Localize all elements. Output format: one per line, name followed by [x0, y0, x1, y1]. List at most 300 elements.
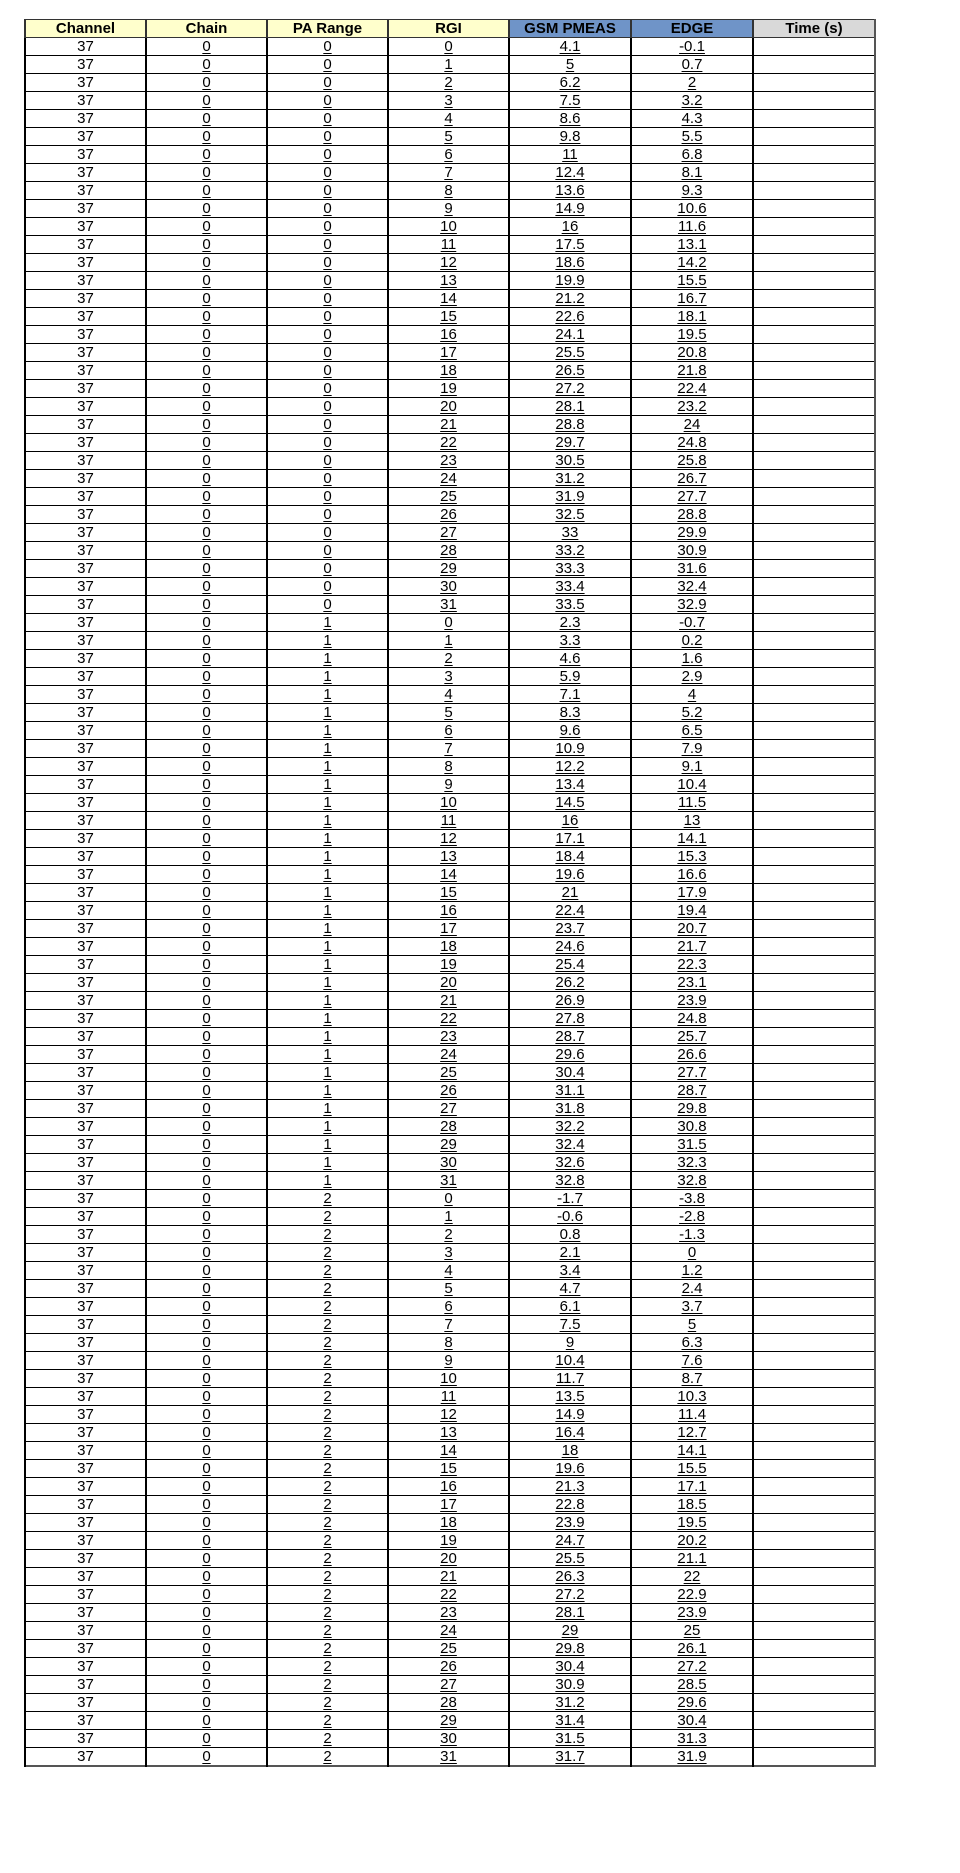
- cell-channel[interactable]: 37: [25, 1622, 146, 1640]
- cell-gsm-pmeas[interactable]: 24.7: [509, 1532, 631, 1550]
- cell-time[interactable]: [753, 74, 875, 92]
- cell-channel[interactable]: 37: [25, 74, 146, 92]
- cell-channel[interactable]: 37: [25, 884, 146, 902]
- cell-time[interactable]: [753, 452, 875, 470]
- cell-channel[interactable]: 37: [25, 362, 146, 380]
- cell-gsm-pmeas[interactable]: 26.9: [509, 992, 631, 1010]
- cell-rgi[interactable]: 31: [388, 596, 509, 614]
- cell-rgi[interactable]: 3: [388, 668, 509, 686]
- cell-pa-range[interactable]: 0: [267, 470, 388, 488]
- cell-chain[interactable]: 0: [146, 1622, 267, 1640]
- cell-edge[interactable]: 24.8: [631, 1010, 753, 1028]
- cell-rgi[interactable]: 28: [388, 542, 509, 560]
- cell-pa-range[interactable]: 0: [267, 524, 388, 542]
- cell-channel[interactable]: 37: [25, 560, 146, 578]
- cell-gsm-pmeas[interactable]: 31.5: [509, 1730, 631, 1748]
- cell-edge[interactable]: 13: [631, 812, 753, 830]
- cell-channel[interactable]: 37: [25, 1316, 146, 1334]
- cell-rgi[interactable]: 27: [388, 1676, 509, 1694]
- cell-channel[interactable]: 37: [25, 1208, 146, 1226]
- cell-gsm-pmeas[interactable]: 25.5: [509, 344, 631, 362]
- cell-gsm-pmeas[interactable]: 7.5: [509, 92, 631, 110]
- cell-pa-range[interactable]: 1: [267, 740, 388, 758]
- cell-chain[interactable]: 0: [146, 1190, 267, 1208]
- cell-edge[interactable]: 27.7: [631, 1064, 753, 1082]
- cell-time[interactable]: [753, 506, 875, 524]
- cell-gsm-pmeas[interactable]: 31.4: [509, 1712, 631, 1730]
- cell-time[interactable]: [753, 434, 875, 452]
- cell-pa-range[interactable]: 0: [267, 272, 388, 290]
- cell-gsm-pmeas[interactable]: 7.5: [509, 1316, 631, 1334]
- cell-pa-range[interactable]: 0: [267, 218, 388, 236]
- cell-chain[interactable]: 0: [146, 308, 267, 326]
- cell-channel[interactable]: 37: [25, 758, 146, 776]
- cell-gsm-pmeas[interactable]: 14.5: [509, 794, 631, 812]
- cell-edge[interactable]: 6.5: [631, 722, 753, 740]
- cell-channel[interactable]: 37: [25, 398, 146, 416]
- cell-time[interactable]: [753, 632, 875, 650]
- cell-gsm-pmeas[interactable]: 14.9: [509, 1406, 631, 1424]
- cell-chain[interactable]: 0: [146, 1460, 267, 1478]
- cell-chain[interactable]: 0: [146, 1676, 267, 1694]
- cell-chain[interactable]: 0: [146, 1082, 267, 1100]
- cell-rgi[interactable]: 31: [388, 1748, 509, 1767]
- cell-rgi[interactable]: 25: [388, 1640, 509, 1658]
- cell-chain[interactable]: 0: [146, 1748, 267, 1767]
- cell-pa-range[interactable]: 1: [267, 1010, 388, 1028]
- cell-rgi[interactable]: 20: [388, 1550, 509, 1568]
- cell-rgi[interactable]: 18: [388, 1514, 509, 1532]
- cell-edge[interactable]: 12.7: [631, 1424, 753, 1442]
- cell-chain[interactable]: 0: [146, 704, 267, 722]
- cell-channel[interactable]: 37: [25, 92, 146, 110]
- cell-chain[interactable]: 0: [146, 1388, 267, 1406]
- cell-chain[interactable]: 0: [146, 1730, 267, 1748]
- cell-gsm-pmeas[interactable]: 19.9: [509, 272, 631, 290]
- cell-gsm-pmeas[interactable]: 11.7: [509, 1370, 631, 1388]
- cell-channel[interactable]: 37: [25, 1082, 146, 1100]
- cell-rgi[interactable]: 22: [388, 1586, 509, 1604]
- cell-chain[interactable]: 0: [146, 1136, 267, 1154]
- cell-gsm-pmeas[interactable]: 32.5: [509, 506, 631, 524]
- cell-edge[interactable]: 26.1: [631, 1640, 753, 1658]
- cell-edge[interactable]: 15.5: [631, 1460, 753, 1478]
- cell-time[interactable]: [753, 398, 875, 416]
- cell-edge[interactable]: 27.7: [631, 488, 753, 506]
- cell-edge[interactable]: 23.9: [631, 1604, 753, 1622]
- cell-rgi[interactable]: 30: [388, 578, 509, 596]
- cell-rgi[interactable]: 30: [388, 1730, 509, 1748]
- cell-channel[interactable]: 37: [25, 1154, 146, 1172]
- cell-edge[interactable]: 10.3: [631, 1388, 753, 1406]
- cell-rgi[interactable]: 29: [388, 560, 509, 578]
- cell-pa-range[interactable]: 2: [267, 1460, 388, 1478]
- cell-chain[interactable]: 0: [146, 1010, 267, 1028]
- cell-pa-range[interactable]: 0: [267, 236, 388, 254]
- cell-gsm-pmeas[interactable]: 8.3: [509, 704, 631, 722]
- header-channel[interactable]: Channel: [25, 20, 146, 38]
- cell-edge[interactable]: 0.7: [631, 56, 753, 74]
- cell-rgi[interactable]: 17: [388, 920, 509, 938]
- cell-gsm-pmeas[interactable]: 32.4: [509, 1136, 631, 1154]
- cell-gsm-pmeas[interactable]: 10.4: [509, 1352, 631, 1370]
- cell-time[interactable]: [753, 146, 875, 164]
- cell-edge[interactable]: 25.8: [631, 452, 753, 470]
- cell-rgi[interactable]: 1: [388, 632, 509, 650]
- cell-gsm-pmeas[interactable]: 24.6: [509, 938, 631, 956]
- cell-gsm-pmeas[interactable]: 3.4: [509, 1262, 631, 1280]
- cell-pa-range[interactable]: 2: [267, 1370, 388, 1388]
- cell-channel[interactable]: 37: [25, 1334, 146, 1352]
- cell-edge[interactable]: 24.8: [631, 434, 753, 452]
- cell-rgi[interactable]: 2: [388, 1226, 509, 1244]
- cell-pa-range[interactable]: 2: [267, 1658, 388, 1676]
- cell-edge[interactable]: 10.6: [631, 200, 753, 218]
- cell-channel[interactable]: 37: [25, 1262, 146, 1280]
- cell-gsm-pmeas[interactable]: 2.3: [509, 614, 631, 632]
- cell-rgi[interactable]: 27: [388, 1100, 509, 1118]
- cell-pa-range[interactable]: 2: [267, 1334, 388, 1352]
- cell-time[interactable]: [753, 1352, 875, 1370]
- cell-edge[interactable]: 4.3: [631, 110, 753, 128]
- cell-gsm-pmeas[interactable]: 32.2: [509, 1118, 631, 1136]
- cell-edge[interactable]: 26.6: [631, 1046, 753, 1064]
- cell-channel[interactable]: 37: [25, 830, 146, 848]
- cell-edge[interactable]: 21.1: [631, 1550, 753, 1568]
- cell-time[interactable]: [753, 740, 875, 758]
- cell-edge[interactable]: 6.8: [631, 146, 753, 164]
- cell-pa-range[interactable]: 0: [267, 146, 388, 164]
- cell-rgi[interactable]: 8: [388, 1334, 509, 1352]
- cell-rgi[interactable]: 8: [388, 758, 509, 776]
- cell-chain[interactable]: 0: [146, 632, 267, 650]
- cell-pa-range[interactable]: 0: [267, 326, 388, 344]
- cell-rgi[interactable]: 7: [388, 1316, 509, 1334]
- cell-gsm-pmeas[interactable]: 16: [509, 812, 631, 830]
- cell-edge[interactable]: -2.8: [631, 1208, 753, 1226]
- cell-gsm-pmeas[interactable]: 26.2: [509, 974, 631, 992]
- cell-pa-range[interactable]: 2: [267, 1280, 388, 1298]
- cell-chain[interactable]: 0: [146, 1514, 267, 1532]
- cell-channel[interactable]: 37: [25, 1532, 146, 1550]
- cell-edge[interactable]: 18.1: [631, 308, 753, 326]
- cell-channel[interactable]: 37: [25, 1064, 146, 1082]
- cell-channel[interactable]: 37: [25, 1496, 146, 1514]
- cell-channel[interactable]: 37: [25, 1244, 146, 1262]
- cell-gsm-pmeas[interactable]: 29: [509, 1622, 631, 1640]
- cell-pa-range[interactable]: 2: [267, 1640, 388, 1658]
- cell-time[interactable]: [753, 1028, 875, 1046]
- cell-channel[interactable]: 37: [25, 1352, 146, 1370]
- cell-pa-range[interactable]: 1: [267, 650, 388, 668]
- cell-pa-range[interactable]: 2: [267, 1424, 388, 1442]
- cell-rgi[interactable]: 22: [388, 1010, 509, 1028]
- cell-channel[interactable]: 37: [25, 1298, 146, 1316]
- cell-edge[interactable]: 22.4: [631, 380, 753, 398]
- cell-gsm-pmeas[interactable]: 30.9: [509, 1676, 631, 1694]
- cell-chain[interactable]: 0: [146, 236, 267, 254]
- cell-pa-range[interactable]: 0: [267, 488, 388, 506]
- cell-edge[interactable]: 14.2: [631, 254, 753, 272]
- cell-gsm-pmeas[interactable]: 4.1: [509, 38, 631, 56]
- cell-chain[interactable]: 0: [146, 452, 267, 470]
- cell-rgi[interactable]: 23: [388, 1604, 509, 1622]
- cell-edge[interactable]: 3.7: [631, 1298, 753, 1316]
- cell-rgi[interactable]: 30: [388, 1154, 509, 1172]
- cell-gsm-pmeas[interactable]: 31.8: [509, 1100, 631, 1118]
- cell-time[interactable]: [753, 1550, 875, 1568]
- cell-time[interactable]: [753, 1514, 875, 1532]
- header-time[interactable]: Time (s): [753, 20, 875, 38]
- cell-edge[interactable]: 32.4: [631, 578, 753, 596]
- cell-channel[interactable]: 37: [25, 902, 146, 920]
- cell-edge[interactable]: 11.5: [631, 794, 753, 812]
- cell-edge[interactable]: 17.1: [631, 1478, 753, 1496]
- cell-chain[interactable]: 0: [146, 884, 267, 902]
- cell-gsm-pmeas[interactable]: 9.6: [509, 722, 631, 740]
- cell-channel[interactable]: 37: [25, 344, 146, 362]
- cell-rgi[interactable]: 1: [388, 56, 509, 74]
- cell-gsm-pmeas[interactable]: -1.7: [509, 1190, 631, 1208]
- cell-gsm-pmeas[interactable]: 0.8: [509, 1226, 631, 1244]
- cell-time[interactable]: [753, 686, 875, 704]
- cell-channel[interactable]: 37: [25, 1712, 146, 1730]
- cell-channel[interactable]: 37: [25, 110, 146, 128]
- cell-time[interactable]: [753, 1082, 875, 1100]
- cell-pa-range[interactable]: 2: [267, 1442, 388, 1460]
- cell-time[interactable]: [753, 1244, 875, 1262]
- cell-chain[interactable]: 0: [146, 1100, 267, 1118]
- cell-gsm-pmeas[interactable]: 17.5: [509, 236, 631, 254]
- cell-gsm-pmeas[interactable]: 26.3: [509, 1568, 631, 1586]
- cell-rgi[interactable]: 20: [388, 398, 509, 416]
- cell-edge[interactable]: 7.6: [631, 1352, 753, 1370]
- cell-time[interactable]: [753, 326, 875, 344]
- cell-time[interactable]: [753, 1568, 875, 1586]
- cell-time[interactable]: [753, 1694, 875, 1712]
- cell-edge[interactable]: -3.8: [631, 1190, 753, 1208]
- cell-rgi[interactable]: 13: [388, 1424, 509, 1442]
- cell-time[interactable]: [753, 1676, 875, 1694]
- cell-pa-range[interactable]: 0: [267, 200, 388, 218]
- cell-rgi[interactable]: 3: [388, 92, 509, 110]
- cell-chain[interactable]: 0: [146, 1694, 267, 1712]
- cell-chain[interactable]: 0: [146, 812, 267, 830]
- cell-time[interactable]: [753, 1010, 875, 1028]
- cell-gsm-pmeas[interactable]: 9.8: [509, 128, 631, 146]
- cell-pa-range[interactable]: 2: [267, 1316, 388, 1334]
- cell-pa-range[interactable]: 0: [267, 542, 388, 560]
- cell-channel[interactable]: 37: [25, 200, 146, 218]
- cell-time[interactable]: [753, 1730, 875, 1748]
- cell-channel[interactable]: 37: [25, 38, 146, 56]
- cell-chain[interactable]: 0: [146, 1262, 267, 1280]
- cell-chain[interactable]: 0: [146, 596, 267, 614]
- cell-chain[interactable]: 0: [146, 992, 267, 1010]
- cell-edge[interactable]: 29.6: [631, 1694, 753, 1712]
- cell-edge[interactable]: 23.2: [631, 398, 753, 416]
- cell-gsm-pmeas[interactable]: 29.6: [509, 1046, 631, 1064]
- cell-pa-range[interactable]: 1: [267, 794, 388, 812]
- cell-pa-range[interactable]: 0: [267, 596, 388, 614]
- cell-edge[interactable]: 8.1: [631, 164, 753, 182]
- cell-time[interactable]: [753, 308, 875, 326]
- cell-time[interactable]: [753, 164, 875, 182]
- cell-gsm-pmeas[interactable]: 31.7: [509, 1748, 631, 1767]
- cell-channel[interactable]: 37: [25, 272, 146, 290]
- cell-rgi[interactable]: 31: [388, 1172, 509, 1190]
- cell-gsm-pmeas[interactable]: 18.6: [509, 254, 631, 272]
- cell-time[interactable]: [753, 290, 875, 308]
- cell-edge[interactable]: 14.1: [631, 830, 753, 848]
- cell-rgi[interactable]: 4: [388, 686, 509, 704]
- cell-gsm-pmeas[interactable]: 30.5: [509, 452, 631, 470]
- cell-pa-range[interactable]: 0: [267, 434, 388, 452]
- cell-chain[interactable]: 0: [146, 1550, 267, 1568]
- cell-channel[interactable]: 37: [25, 1658, 146, 1676]
- cell-edge[interactable]: 0.2: [631, 632, 753, 650]
- cell-gsm-pmeas[interactable]: 26.5: [509, 362, 631, 380]
- cell-pa-range[interactable]: 0: [267, 182, 388, 200]
- cell-channel[interactable]: 37: [25, 218, 146, 236]
- cell-time[interactable]: [753, 38, 875, 56]
- cell-chain[interactable]: 0: [146, 218, 267, 236]
- cell-edge[interactable]: 31.3: [631, 1730, 753, 1748]
- cell-time[interactable]: [753, 1460, 875, 1478]
- cell-pa-range[interactable]: 1: [267, 992, 388, 1010]
- cell-channel[interactable]: 37: [25, 1748, 146, 1767]
- cell-chain[interactable]: 0: [146, 1568, 267, 1586]
- cell-edge[interactable]: 5.5: [631, 128, 753, 146]
- cell-channel[interactable]: 37: [25, 1226, 146, 1244]
- cell-chain[interactable]: 0: [146, 560, 267, 578]
- cell-channel[interactable]: 37: [25, 812, 146, 830]
- cell-pa-range[interactable]: 1: [267, 776, 388, 794]
- cell-gsm-pmeas[interactable]: 31.1: [509, 1082, 631, 1100]
- cell-gsm-pmeas[interactable]: 16.4: [509, 1424, 631, 1442]
- cell-pa-range[interactable]: 2: [267, 1532, 388, 1550]
- cell-channel[interactable]: 37: [25, 974, 146, 992]
- cell-pa-range[interactable]: 0: [267, 92, 388, 110]
- cell-rgi[interactable]: 14: [388, 1442, 509, 1460]
- cell-gsm-pmeas[interactable]: 19.6: [509, 866, 631, 884]
- cell-channel[interactable]: 37: [25, 434, 146, 452]
- cell-edge[interactable]: 22.3: [631, 956, 753, 974]
- cell-gsm-pmeas[interactable]: 12.2: [509, 758, 631, 776]
- cell-channel[interactable]: 37: [25, 794, 146, 812]
- cell-rgi[interactable]: 7: [388, 740, 509, 758]
- cell-channel[interactable]: 37: [25, 632, 146, 650]
- cell-edge[interactable]: 23.9: [631, 992, 753, 1010]
- cell-channel[interactable]: 37: [25, 1406, 146, 1424]
- cell-time[interactable]: [753, 1622, 875, 1640]
- cell-pa-range[interactable]: 2: [267, 1262, 388, 1280]
- cell-chain[interactable]: 0: [146, 1298, 267, 1316]
- cell-rgi[interactable]: 9: [388, 1352, 509, 1370]
- cell-edge[interactable]: 19.5: [631, 1514, 753, 1532]
- cell-time[interactable]: [753, 488, 875, 506]
- cell-rgi[interactable]: 6: [388, 1298, 509, 1316]
- cell-pa-range[interactable]: 1: [267, 1046, 388, 1064]
- cell-rgi[interactable]: 28: [388, 1694, 509, 1712]
- cell-rgi[interactable]: 5: [388, 128, 509, 146]
- cell-edge[interactable]: 20.8: [631, 344, 753, 362]
- cell-channel[interactable]: 37: [25, 1694, 146, 1712]
- cell-chain[interactable]: 0: [146, 974, 267, 992]
- cell-time[interactable]: [753, 848, 875, 866]
- cell-edge[interactable]: 9.1: [631, 758, 753, 776]
- cell-pa-range[interactable]: 0: [267, 380, 388, 398]
- cell-chain[interactable]: 0: [146, 1208, 267, 1226]
- cell-pa-range[interactable]: 2: [267, 1406, 388, 1424]
- cell-gsm-pmeas[interactable]: 33.5: [509, 596, 631, 614]
- cell-time[interactable]: [753, 974, 875, 992]
- cell-edge[interactable]: 11.4: [631, 1406, 753, 1424]
- cell-chain[interactable]: 0: [146, 1154, 267, 1172]
- cell-gsm-pmeas[interactable]: 27.2: [509, 1586, 631, 1604]
- cell-rgi[interactable]: 12: [388, 830, 509, 848]
- cell-gsm-pmeas[interactable]: -0.6: [509, 1208, 631, 1226]
- cell-channel[interactable]: 37: [25, 1136, 146, 1154]
- cell-channel[interactable]: 37: [25, 740, 146, 758]
- cell-chain[interactable]: 0: [146, 38, 267, 56]
- cell-time[interactable]: [753, 722, 875, 740]
- cell-gsm-pmeas[interactable]: 2.1: [509, 1244, 631, 1262]
- cell-rgi[interactable]: 19: [388, 956, 509, 974]
- cell-chain[interactable]: 0: [146, 578, 267, 596]
- cell-pa-range[interactable]: 2: [267, 1244, 388, 1262]
- cell-edge[interactable]: 2: [631, 74, 753, 92]
- cell-time[interactable]: [753, 920, 875, 938]
- cell-time[interactable]: [753, 1334, 875, 1352]
- cell-rgi[interactable]: 8: [388, 182, 509, 200]
- cell-gsm-pmeas[interactable]: 25.5: [509, 1550, 631, 1568]
- cell-channel[interactable]: 37: [25, 1586, 146, 1604]
- cell-time[interactable]: [753, 272, 875, 290]
- cell-time[interactable]: [753, 1748, 875, 1767]
- cell-rgi[interactable]: 15: [388, 1460, 509, 1478]
- cell-edge[interactable]: 14.1: [631, 1442, 753, 1460]
- cell-time[interactable]: [753, 1298, 875, 1316]
- cell-channel[interactable]: 37: [25, 614, 146, 632]
- cell-channel[interactable]: 37: [25, 1460, 146, 1478]
- cell-pa-range[interactable]: 1: [267, 956, 388, 974]
- cell-time[interactable]: [753, 1370, 875, 1388]
- cell-edge[interactable]: 21.8: [631, 362, 753, 380]
- cell-gsm-pmeas[interactable]: 6.2: [509, 74, 631, 92]
- cell-rgi[interactable]: 17: [388, 344, 509, 362]
- cell-time[interactable]: [753, 1190, 875, 1208]
- cell-channel[interactable]: 37: [25, 650, 146, 668]
- cell-pa-range[interactable]: 1: [267, 704, 388, 722]
- cell-gsm-pmeas[interactable]: 9: [509, 1334, 631, 1352]
- cell-channel[interactable]: 37: [25, 56, 146, 74]
- cell-channel[interactable]: 37: [25, 146, 146, 164]
- cell-chain[interactable]: 0: [146, 1352, 267, 1370]
- cell-edge[interactable]: 20.7: [631, 920, 753, 938]
- cell-chain[interactable]: 0: [146, 362, 267, 380]
- cell-rgi[interactable]: 21: [388, 416, 509, 434]
- cell-chain[interactable]: 0: [146, 794, 267, 812]
- cell-rgi[interactable]: 0: [388, 38, 509, 56]
- cell-rgi[interactable]: 5: [388, 704, 509, 722]
- cell-rgi[interactable]: 24: [388, 1622, 509, 1640]
- cell-channel[interactable]: 37: [25, 128, 146, 146]
- cell-channel[interactable]: 37: [25, 1550, 146, 1568]
- cell-chain[interactable]: 0: [146, 326, 267, 344]
- cell-gsm-pmeas[interactable]: 21: [509, 884, 631, 902]
- cell-rgi[interactable]: 21: [388, 992, 509, 1010]
